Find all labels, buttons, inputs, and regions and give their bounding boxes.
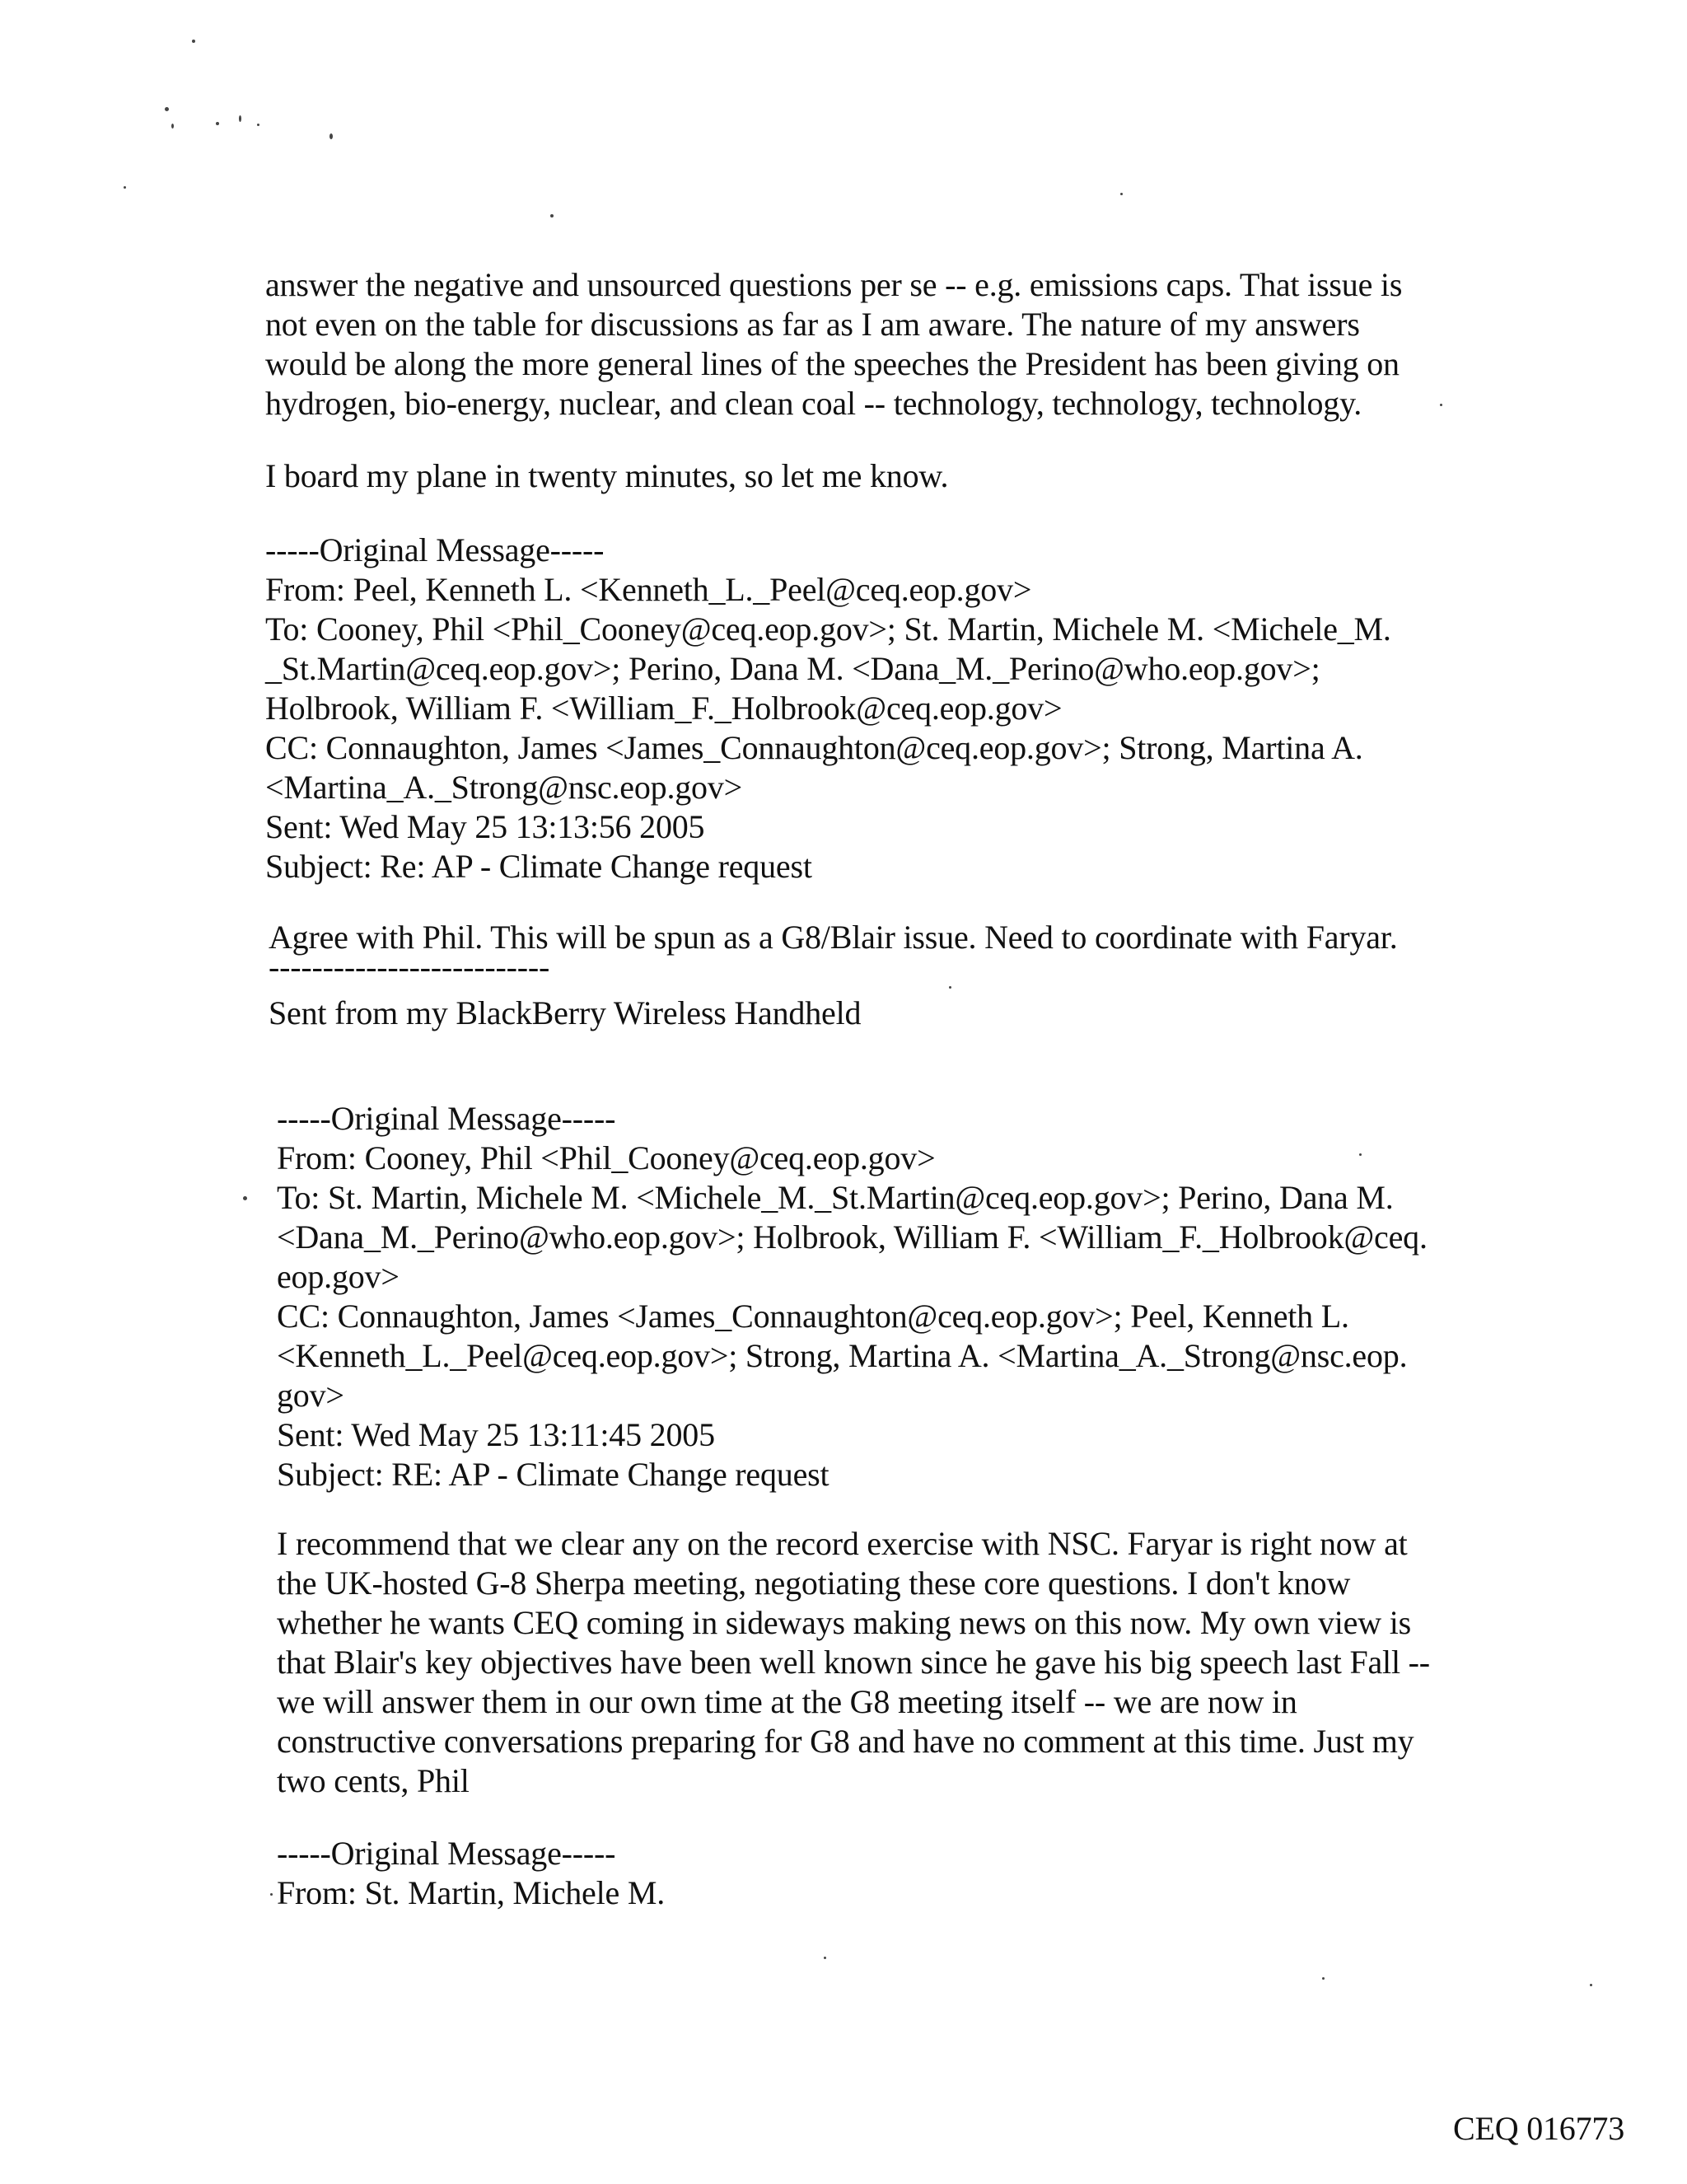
scan-speck — [270, 1893, 273, 1896]
email-subject: Subject: RE: AP - Climate Change request — [277, 1456, 829, 1493]
email-cc: <Martina_A._Strong@nsc.eop.gov> — [265, 769, 743, 806]
email-sent: Sent: Wed May 25 13:11:45 2005 — [277, 1416, 715, 1453]
email-body: I recommend that we clear any on the record exercise with NSC. Faryar is right now at — [277, 1525, 1408, 1562]
email-sent: Sent: Wed May 25 13:13:56 2005 — [265, 808, 705, 845]
email-body: Agree with Phil. This will be spun as a G8/Blair issue. Need to coordinate with Faryar. — [269, 919, 1398, 956]
scan-speck — [1120, 193, 1123, 195]
scan-speck — [239, 115, 241, 122]
scan-speck — [1322, 1977, 1325, 1980]
email-to: To: Cooney, Phil <Phil_Cooney@ceq.eop.gov>; St. Martin, Michele M. <Michele_M. — [265, 610, 1391, 648]
original-message-separator: -----Original Message----- — [277, 1100, 616, 1137]
scan-speck — [165, 107, 169, 111]
email-from: From: Peel, Kenneth L. <Kenneth_L._Peel@ceq.eop.gov> — [265, 571, 1032, 608]
scan-speck — [550, 214, 554, 217]
body-text-line: I board my plane in twenty minutes, so let me know. — [265, 457, 949, 494]
email-body: the UK-hosted G-8 Sherpa meeting, negotiating these core questions. I don't know — [277, 1564, 1351, 1602]
scan-speck — [1359, 1153, 1362, 1156]
email-body: that Blair's key objectives have been well known since he gave his big speech last Fall -- — [277, 1644, 1430, 1681]
email-body: whether he wants CEQ coming in sideways making news on this now. My own view is — [277, 1604, 1411, 1641]
email-body: two cents, Phil — [277, 1762, 470, 1799]
email-signature: Sent from my BlackBerry Wireless Handheld — [269, 994, 862, 1031]
scan-speck — [824, 1957, 826, 1959]
scan-speck — [192, 40, 195, 43]
email-subject: Subject: Re: AP - Climate Change request — [265, 848, 812, 885]
body-text-line: answer the negative and unsourced questions per se -- e.g. emissions caps. That issue is — [265, 266, 1403, 303]
scan-speck — [1590, 1984, 1592, 1986]
email-body: constructive conversations preparing for G8 and have no comment at this time. Just my — [277, 1723, 1414, 1760]
email-body: we will answer them in our own time at the G8 meeting itself -- we are now in — [277, 1683, 1297, 1720]
email-cc: CC: Connaughton, James <James_Connaughton@ceq.eop.gov>; Strong, Martina A. — [265, 729, 1363, 766]
email-to: _St.Martin@ceq.eop.gov>; Perino, Dana M. <Dana_M._Perino@who.eop.gov>; — [265, 650, 1320, 687]
email-from: From: Cooney, Phil <Phil_Cooney@ceq.eop.gov> — [277, 1139, 936, 1176]
scan-speck — [1440, 404, 1442, 406]
email-to: <Dana_M._Perino@who.eop.gov>; Holbrook, William F. <William_F._Holbrook@ceq. — [277, 1218, 1428, 1256]
email-to: eop.gov> — [277, 1258, 400, 1295]
scan-speck — [243, 1196, 247, 1200]
email-from: From: St. Martin, Michele M. — [277, 1874, 666, 1911]
email-cc: gov> — [277, 1377, 344, 1414]
scan-speck — [124, 186, 126, 189]
original-message-separator: -----Original Message----- — [265, 531, 605, 568]
original-message-separator: -----Original Message----- — [277, 1835, 616, 1872]
email-to: To: St. Martin, Michele M. <Michele_M._St.Martin@ceq.eop.gov>; Perino, Dana M. — [277, 1179, 1394, 1216]
scan-speck — [949, 986, 951, 989]
email-cc: <Kenneth_L._Peel@ceq.eop.gov>; Strong, Martina A. <Martina_A._Strong@nsc.eop. — [277, 1337, 1408, 1374]
scan-speck — [329, 133, 333, 139]
body-text-line: would be along the more general lines of the speeches the President has been giving on — [265, 345, 1400, 382]
email-cc: CC: Connaughton, James <James_Connaughton@ceq.eop.gov>; Peel, Kenneth L. — [277, 1298, 1349, 1335]
email-to: Holbrook, William F. <William_F._Holbrook@ceq.eop.gov> — [265, 690, 1063, 727]
scan-speck — [171, 124, 174, 129]
scan-speck — [257, 124, 259, 126]
signature-separator: -------------------------- — [269, 948, 550, 985]
scan-speck — [216, 122, 219, 125]
bates-number: CEQ 016773 — [1453, 2110, 1625, 2147]
body-text-line: not even on the table for discussions as far as I am aware. The nature of my answers — [265, 306, 1360, 343]
body-text-line: hydrogen, bio-energy, nuclear, and clean coal -- technology, technology, technology. — [265, 385, 1362, 422]
